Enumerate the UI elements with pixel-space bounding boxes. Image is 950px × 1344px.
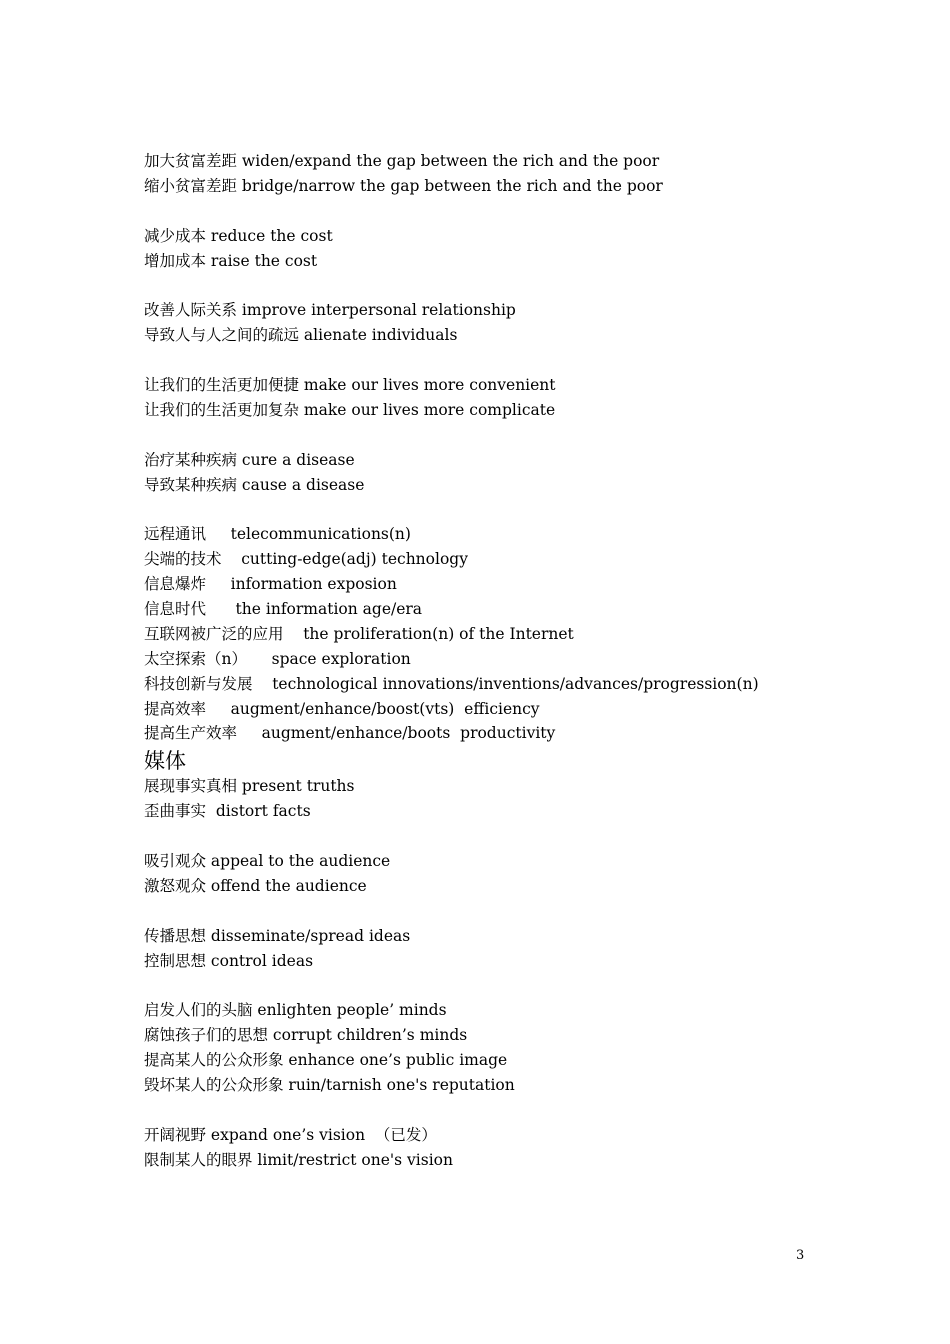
phrase-line: 尖端的技术 cutting-edge(adj) technology [144, 550, 468, 569]
spacer [144, 199, 824, 224]
page-content [144, 149, 824, 1173]
phrase-line: 远程通讯 telecommunications(n) [144, 525, 411, 544]
page-number: 3 [796, 1248, 805, 1263]
phrase-line: 控制思想 control ideas [144, 951, 314, 970]
phrase-line: 改善人际关系 improve interpersonal relationship [144, 301, 516, 320]
phrase-line: 开阔视野 expand one’s vision （已发） [144, 1125, 437, 1144]
phrase-line: 传播思想 disseminate/spread ideas [144, 926, 411, 945]
spacer [144, 899, 824, 924]
phrase-line: 吸引观众 appeal to the audience [144, 852, 391, 871]
spacer [144, 824, 824, 849]
phrase-line: 导致人与人之间的疏远 alienate individuals [144, 326, 458, 345]
spacer [144, 423, 824, 448]
phrase-line: 让我们的生活更加复杂 make our lives more complicate [144, 400, 556, 419]
phrase-line: 启发人们的头脑 enlighten people’ minds [144, 1001, 447, 1020]
spacer [144, 497, 824, 522]
phrase-line: 缩小贫富差距 bridge/narrow the gap between the rich and the poor [144, 176, 663, 195]
phrase-line: 科技创新与发展 technological innovations/inventions/advances/progression(n) [144, 674, 759, 693]
phrase-line: 提高某人的公众形象 enhance one’s public image [144, 1051, 508, 1070]
phrase-line: 展现事实真相 present truths [144, 777, 355, 796]
spacer [144, 1098, 824, 1123]
phrase-line: 让我们的生活更加便捷 make our lives more convenient [144, 376, 556, 395]
phrase-line: 限制某人的眼界 limit/restrict one's vision [144, 1150, 453, 1169]
phrase-line: 减少成本 reduce the cost [144, 226, 333, 245]
phrase-line: 提高效率 augment/enhance/boost(vts) efficiency [144, 699, 540, 718]
phrase-line: 增加成本 raise the cost [144, 251, 318, 270]
phrase-line: 太空探索（n） space exploration [144, 649, 411, 668]
spacer [144, 273, 824, 298]
phrase-line: 歪曲事实 distort facts [144, 802, 311, 821]
phrase-line: 加大贫富差距 widen/expand the gap between the rich and the poor [144, 152, 660, 170]
phrase-line: 提高生产效率 augment/enhance/boots productivity [144, 724, 556, 743]
phrase-line: 毁坏某人的公众形象 ruin/tarnish one's reputation [144, 1076, 515, 1095]
phrase-line: 信息爆炸 information exposion [144, 575, 397, 594]
phrase-line: 激怒观众 offend the audience [144, 876, 367, 895]
spacer [144, 974, 824, 999]
phrase-line: 导致某种疾病 cause a disease [144, 475, 365, 494]
section-heading-media: 媒体 [144, 749, 186, 774]
phrase-line: 信息时代 the information age/era [144, 600, 423, 619]
phrase-line: 腐蚀孩子们的思想 corrupt children’s minds [144, 1026, 468, 1045]
spacer [144, 348, 824, 373]
phrase-line: 互联网被广泛的应用 the proliferation(n) of the Internet [144, 624, 574, 643]
phrase-line: 治疗某种疾病 cure a disease [144, 450, 355, 469]
